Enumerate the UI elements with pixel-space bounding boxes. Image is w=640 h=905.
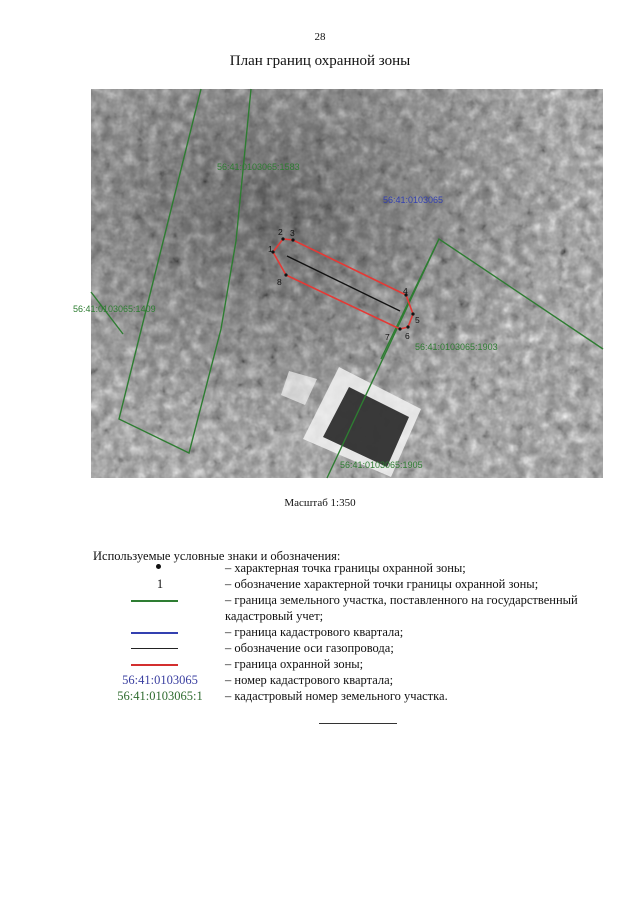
legend-desc: – граница кадастрового квартала; xyxy=(225,625,404,639)
point-label-8: 8 xyxy=(277,277,282,287)
point-label-1: 1 xyxy=(268,244,273,254)
legend-item-point xyxy=(100,561,620,575)
boundary-point xyxy=(284,273,287,276)
legend-symbol xyxy=(100,625,220,639)
legend-symbol xyxy=(100,561,220,575)
legend-item-pipeline-axis xyxy=(100,641,620,655)
map-scale: Масштаб 1:350 xyxy=(284,497,356,509)
legend-desc: – характерная точка границы охранной зоны; xyxy=(225,561,466,575)
boundary-point xyxy=(398,327,401,330)
legend-symbol: 56:41:0103065 xyxy=(122,673,198,687)
legend-desc: – обозначение оси газопровода; xyxy=(225,641,394,655)
page-number: 28 xyxy=(314,31,326,43)
bottom-divider xyxy=(319,723,397,724)
boundary-point xyxy=(406,325,409,328)
legend-desc: – обозначение характерной точки границы охранной зоны; xyxy=(225,577,539,591)
blue-line-icon xyxy=(131,632,178,634)
legend-symbol: 1 xyxy=(156,577,164,591)
page-title: План границ охранной зоны xyxy=(229,53,411,69)
black-line-icon xyxy=(131,648,178,649)
legend-desc: – кадастровый номер земельного участка. xyxy=(225,689,448,703)
parcel-label-1903: 56:41:0103065:1903 xyxy=(415,342,498,352)
legend-desc: – граница земельного участка, поставленного на государственный xyxy=(225,593,578,607)
legend-item-quarter-boundary xyxy=(100,625,620,639)
legend-symbol: 56:41:0103065:1 xyxy=(117,689,203,703)
legend-symbol xyxy=(100,641,220,655)
parcel-label-1905: 56:41:0103065:1905 xyxy=(340,460,423,470)
boundary-point xyxy=(281,237,284,240)
parcel-label-1409: 56:41:0103065:1409 xyxy=(73,304,156,314)
green-line-icon xyxy=(131,600,178,602)
legend-desc: – номер кадастрового квартала; xyxy=(225,673,394,687)
point-label-2: 2 xyxy=(278,227,283,237)
map-svg xyxy=(73,89,603,478)
legend-item-quarter-number xyxy=(100,673,620,687)
legend-desc: – граница охранной зоны; xyxy=(225,657,364,671)
legend-item-parcel-number xyxy=(100,689,620,703)
parcel-label-1583: 56:41:0103065:1583 xyxy=(217,162,300,172)
legend-item-point-number xyxy=(100,577,620,591)
red-line-icon xyxy=(131,664,178,666)
point-dot-icon xyxy=(156,564,161,569)
boundary-point xyxy=(291,238,294,241)
legend-item-parcel-boundary xyxy=(100,593,620,607)
point-label-7: 7 xyxy=(385,332,390,342)
legend-desc: кадастровый учет; xyxy=(225,609,324,623)
legend-symbol xyxy=(100,657,220,671)
aerial-map xyxy=(73,89,603,478)
point-label-4: 4 xyxy=(403,286,408,296)
legend-item-zone-boundary xyxy=(100,657,620,671)
legend-item-parcel-boundary-cont xyxy=(100,609,620,623)
legend-heading: Используемые условные знаки и обозначения: xyxy=(93,549,341,563)
legend-symbol xyxy=(100,593,220,607)
point-label-5: 5 xyxy=(415,315,420,325)
quarter-label: 56:41:0103065 xyxy=(383,195,444,205)
point-label-6: 6 xyxy=(405,331,410,341)
point-label-3: 3 xyxy=(290,228,295,238)
